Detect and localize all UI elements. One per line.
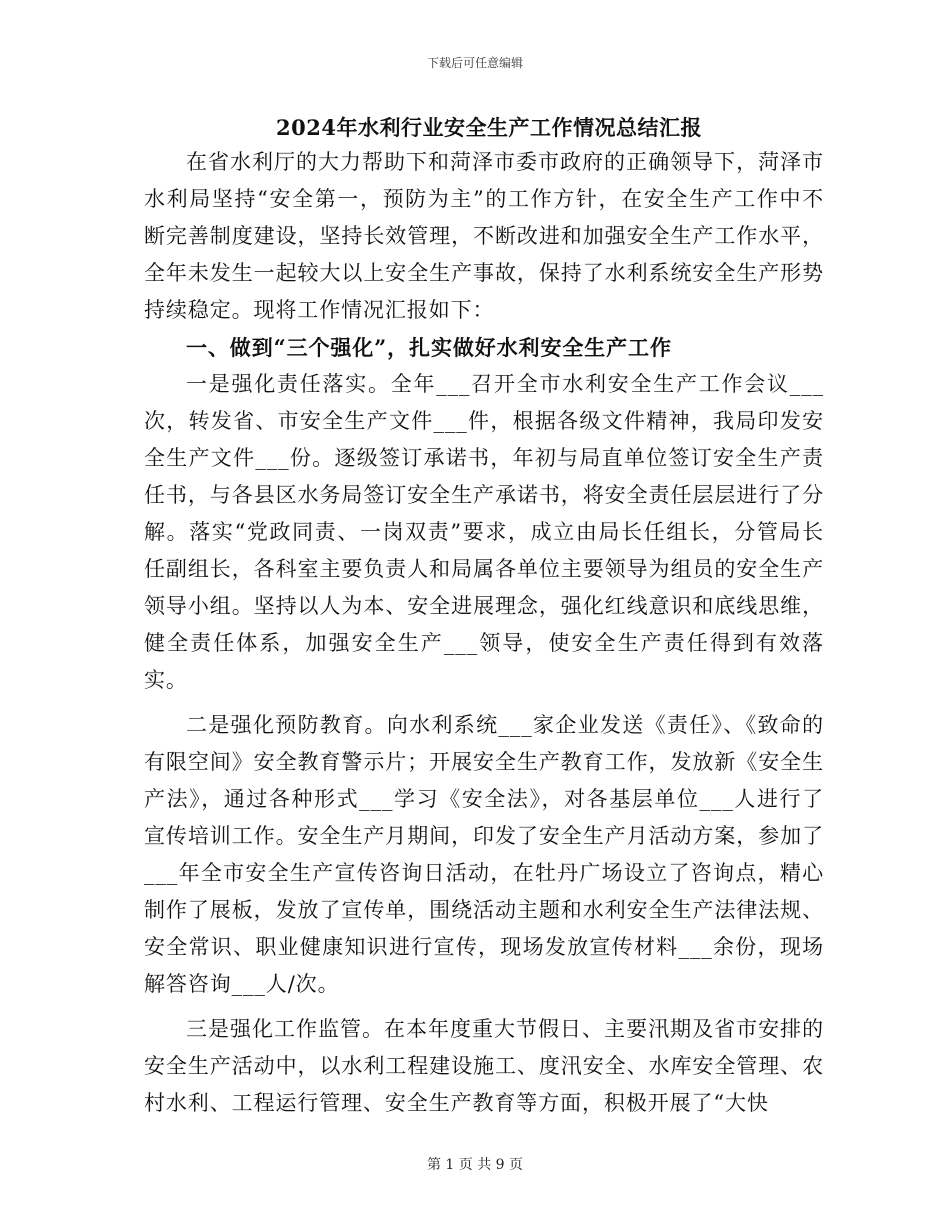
paragraph-responsibility: 一是强化责任落实。全年___召开全市水利安全生产工作会议___次，转发省、市安全生产文件___件，根据各级文件精神，我局印发安全生产文件___份。逐级签订承诺书，年初与局直单位签订安全生产责任书，与各县区水务局签订安全生产承诺书，将安全责任层层进行了分解。落实“党政同责、一岗双责”要求，成立由局长任组长，分管局长任副组长，各科室主要负责人和局属各单位主要领导为组员的安全生产领导小组。坚持以人为本、安全进展理念，强化红线意识和底线思维，健全责任体系，加强安全生产___领导，使安全生产责任得到有效落实。 [144, 372, 824, 692]
header-note: 下载后可任意编辑 [426, 56, 523, 70]
page-footer: 第 1 页 共 9 页 [426, 1157, 524, 1173]
paragraph-gap [144, 1003, 824, 1011]
paragraph-gap [144, 699, 824, 707]
intro-paragraph: 在省水利厅的大力帮助下和菏泽市委市政府的正确领导下，菏泽市水利局坚持“安全第一，预防为主”的工作方针，在安全生产工作中不断完善制度建设，坚持长效管理，不断改进和加强安全生产工作水平，全年未发生一起较大以上安全生产事故，保持了水利系统安全生产形势持续稳定。现将工作情况汇报如下： [144, 150, 824, 322]
document-title: 2024年水利行业安全生产工作情况总结汇报 [276, 115, 702, 140]
paragraph-supervision: 三是强化工作监管。在本年度重大节假日、主要汛期及省市安排的安全生产活动中，以水利工程建设施工、度汛安全、水库安全管理、农村水利、工程运行管理、安全生产教育等方面，积极开展了“大快 [144, 1017, 824, 1115]
section-heading: 一、做到“三个强化”，扎实做好水利安全生产工作 [186, 335, 672, 360]
document-body [144, 112, 824, 1122]
paragraph-education: 二是强化预防教育。向水利系统___家企业发送《责任》、《致命的有限空间》安全教育警示片；开展安全生产教育工作，发放新《安全生产法》，通过各种形式___学习《安全法》，对各基层单位___人进行了宣传培训工作。安全生产月期间，印发了安全生产月活动方案，参加了___年全市安全生产宣传咨询日活动，在牡丹广场设立了咨询点，精心制作了展板，发放了宣传单，围绕活动主题和水利安全生产法律法规、安全常识、职业健康知识进行宣传，现场发放宣传材料___余份，现场解答咨询___人/次。 [144, 713, 824, 996]
